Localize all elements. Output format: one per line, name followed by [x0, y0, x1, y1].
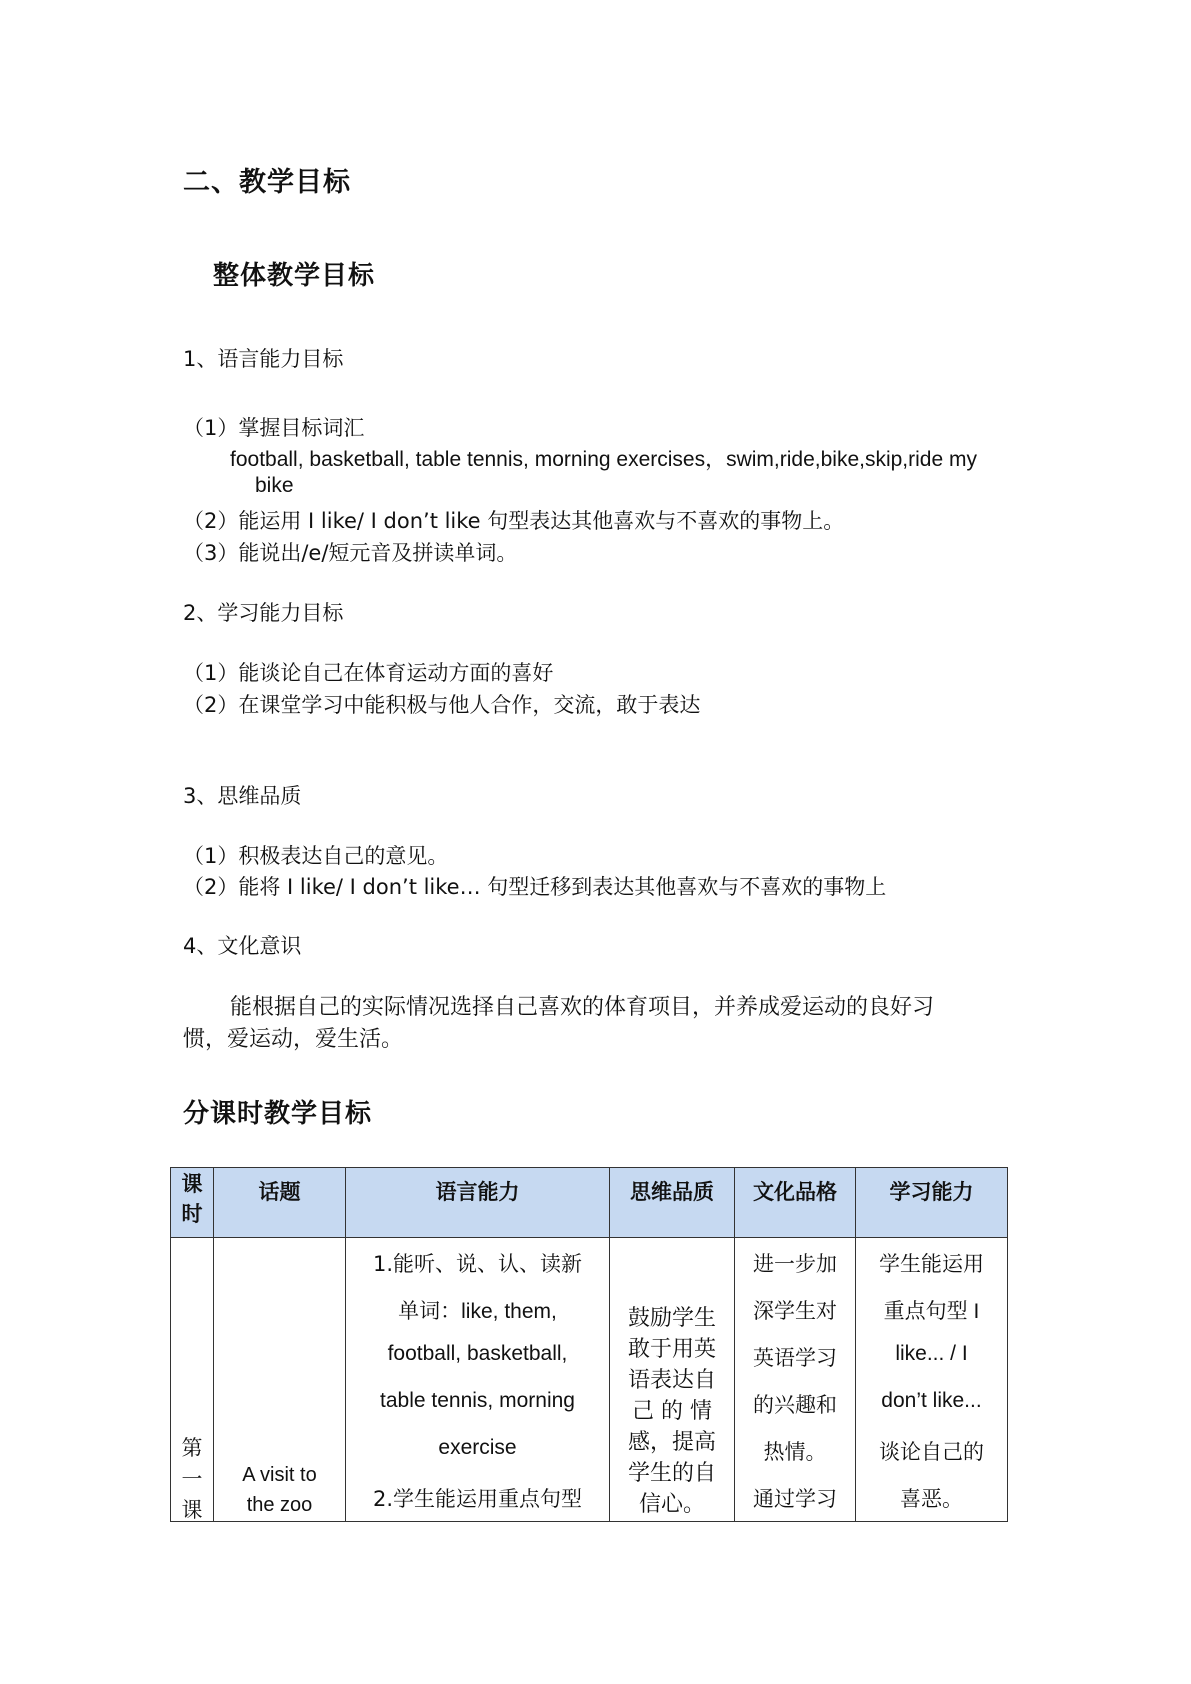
goal-item: （2）在课堂学习中能积极与他人合作，交流，敢于表达 — [183, 693, 701, 717]
goal-item: （1）能谈论自己在体育运动方面的喜好 — [183, 661, 554, 685]
cell-line: 感，提高 — [627, 1430, 716, 1455]
cell-language — [346, 1238, 610, 1522]
cell-culture — [735, 1238, 856, 1522]
section-title: 二、教学目标 — [183, 167, 351, 198]
cell-line: 进一步加 — [753, 1252, 837, 1276]
table-row — [171, 1238, 1008, 1522]
cell-line: 语表达自 — [627, 1368, 716, 1393]
lesson-objectives-table — [170, 1167, 1008, 1522]
goal-item: （1）掌握目标词汇 — [183, 416, 365, 440]
goal-heading-learning: 2、学习能力目标 — [183, 601, 344, 625]
cell-line: 重点句型 I — [883, 1300, 980, 1323]
cell-lesson — [171, 1238, 214, 1522]
cell-line: 2.学生能运用重点句型 — [372, 1487, 583, 1511]
cell-thinking — [610, 1238, 735, 1522]
cell-line: 谈论自己的 — [879, 1440, 984, 1464]
goal-item-vocab: football, basketball, table tennis, morning exercises，swim,ride,bike,skip,ride my — [230, 448, 977, 471]
goal-item: （3）能说出/e/短元音及拼读单词。 — [183, 541, 518, 565]
cell-line: the zoo — [246, 1494, 313, 1516]
goal-item: （2）能将 I like/ I don’t like… 句型迁移到表达其他喜欢与不喜欢的事物上 — [183, 875, 887, 899]
header-learning: 学习能力 — [856, 1168, 1008, 1238]
cell-line: like... / I — [895, 1342, 968, 1365]
header-topic: 话题 — [214, 1168, 346, 1238]
cell-line: don’t like... — [881, 1389, 982, 1412]
culture-paragraph-line: 能根据自己的实际情况选择自己喜欢的体育项目，并养成爱运动的良好习 — [230, 995, 935, 1020]
goal-item: （1）积极表达自己的意见。 — [183, 844, 449, 868]
cell-line: 的兴趣和 — [753, 1393, 837, 1417]
cell-line: 1.能听、说、认、读新 — [372, 1252, 583, 1276]
goal-heading-thinking: 3、思维品质 — [183, 784, 302, 808]
cell-line: 热情。 — [763, 1440, 827, 1464]
cell-line: A visit to — [242, 1464, 317, 1486]
cell-line: 敢于用英 — [627, 1337, 716, 1362]
cell-line: table tennis, morning — [380, 1389, 575, 1412]
table-header-row — [171, 1168, 1008, 1238]
header-culture: 文化品格 — [735, 1168, 856, 1238]
header-lesson-line: 课 — [181, 1172, 203, 1196]
goal-item-vocab-cont: bike — [255, 474, 294, 497]
overall-goals-title: 整体教学目标 — [213, 261, 376, 291]
cell-line: 通过学习 — [753, 1487, 837, 1511]
cell-line: football, basketball, — [387, 1342, 568, 1365]
cell-line: 课 — [181, 1498, 203, 1521]
cell-line: 英语学习 — [753, 1346, 837, 1370]
header-lesson — [171, 1168, 214, 1238]
cell-line: 学生的自 — [627, 1461, 716, 1486]
goal-heading-culture: 4、文化意识 — [183, 934, 302, 958]
cell-line: 第 — [181, 1436, 203, 1460]
header-language: 语言能力 — [346, 1168, 610, 1238]
goal-item: （2）能运用 I like/ I don’t like 句型表达其他喜欢与不喜欢的事物上。 — [183, 509, 845, 533]
culture-paragraph-line: 惯，爱运动，爱生活。 — [183, 1027, 404, 1052]
cell-line: 信心。 — [638, 1492, 705, 1517]
goal-heading-language: 1、语言能力目标 — [183, 347, 344, 371]
cell-line: 喜恶。 — [900, 1487, 963, 1511]
cell-learning — [856, 1238, 1008, 1522]
cell-line: 一 — [181, 1467, 203, 1491]
lesson-goals-title: 分课时教学目标 — [183, 1099, 373, 1129]
cell-line: 深学生对 — [753, 1299, 837, 1323]
header-lesson-line: 时 — [181, 1202, 203, 1226]
cell-line: 学生能运用 — [879, 1252, 984, 1276]
header-thinking: 思维品质 — [610, 1168, 735, 1238]
cell-line: 鼓励学生 — [627, 1306, 716, 1331]
cell-topic — [214, 1238, 346, 1522]
cell-line: exercise — [438, 1436, 517, 1459]
cell-line: 单词：like, them, — [398, 1300, 557, 1323]
cell-line: 己 的 情 — [632, 1399, 712, 1424]
